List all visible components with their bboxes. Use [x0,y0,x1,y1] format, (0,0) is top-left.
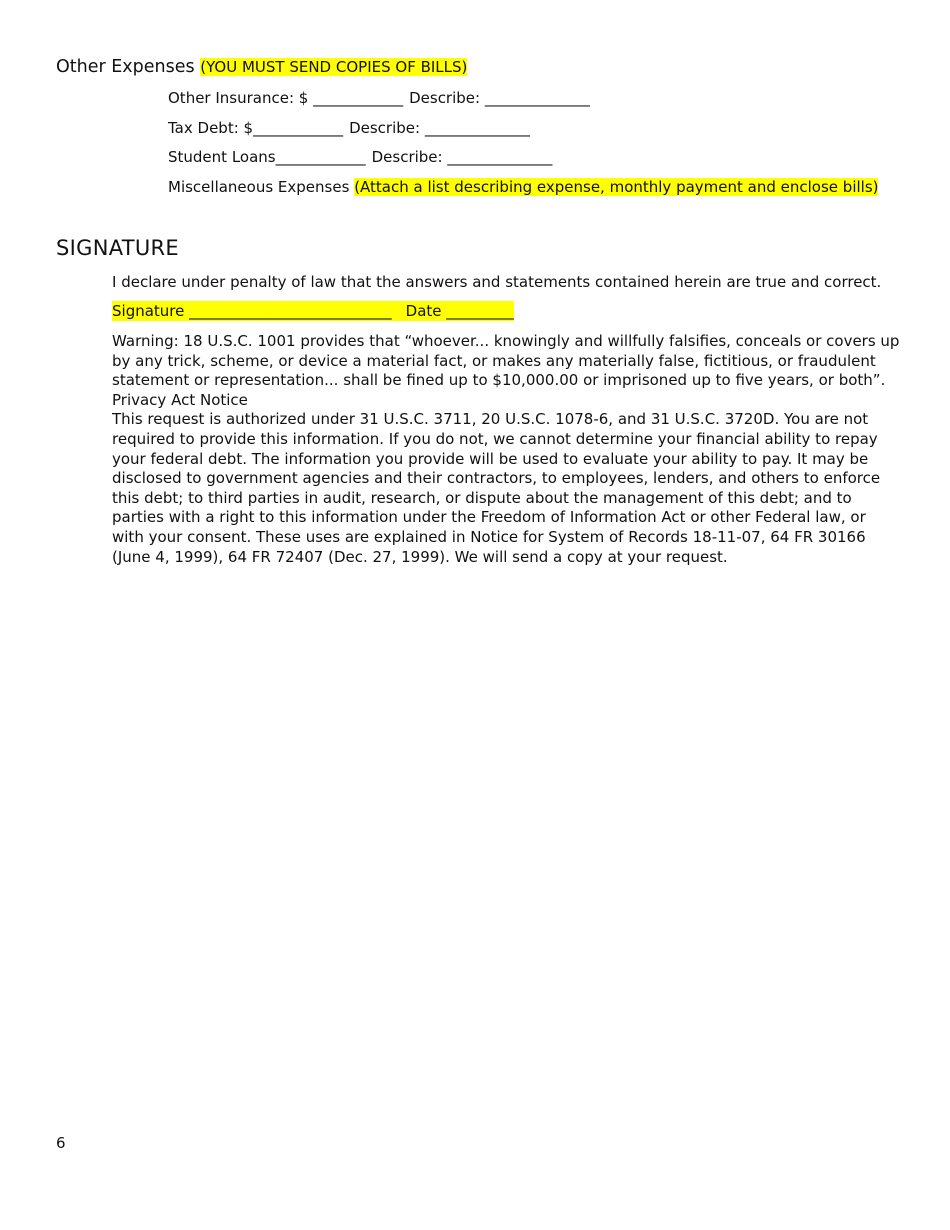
miscellaneous-expenses-label: Miscellaneous Expenses [168,178,350,196]
miscellaneous-expenses-row [168,177,878,197]
student-loans-field[interactable]: Student Loans____________ [168,148,366,166]
tax-debt-describe-field[interactable]: Describe: ______________ [349,119,530,137]
other-expenses-heading [56,56,467,78]
student-loans-row [168,147,552,167]
date-field[interactable]: Date _________ [405,302,514,320]
other-insurance-field[interactable]: Other Insurance: $ ____________ [168,89,404,107]
other-expenses-title: Other Expenses [56,57,195,77]
tax-debt-field[interactable]: Tax Debt: $____________ [168,119,344,137]
page-number: 6 [56,1134,66,1152]
copies-of-bills-notice: (YOU MUST SEND COPIES OF BILLS) [200,58,468,76]
privacy-act-heading: Privacy Act Notice [112,390,248,409]
privacy-act-text: This request is authorized under 31 U.S.C. 3711, 20 U.S.C. 1078-6, and 31 U.S.C. 3720D. You are not required to provide this information. If you do not, we cannot determine your financial ability to repay your federal debt. The information you provide will be used to evaluate your ability to pay. It may be disclosed to government agencies and their contractors, to employees, lenders, and others to enforce this debt; to third parties in audit, research, or dispute about the management of this debt; and to parties with a right to this information under the Freedom of Information Act or other Federal law, or with your consent. These uses are explained in Notice for System of Records 18-11-07, 64 FR 30166 (June 4, 1999), 64 FR 72407 (Dec. 27, 1999). We will send a copy at your request. [112,410,881,566]
signature-field[interactable]: Signature ___________________________ [112,302,392,320]
miscellaneous-expenses-note: (Attach a list describing expense, monthly payment and enclose bills) [354,178,879,196]
other-insurance-row [168,88,590,108]
warning-text: Warning: 18 U.S.C. 1001 provides that “whoever... knowingly and willfully falsifies, conceals or covers up by any trick, scheme, or device a material fact, or makes any materially false, fictitious, or fraudulent statement or representation... shall be fined up to $10,000.00 or imprisoned up to five years, or both”. [112,332,900,390]
legal-notice-block [112,332,902,567]
other-insurance-describe-field[interactable]: Describe: ______________ [409,89,590,107]
student-loans-describe-field[interactable]: Describe: ______________ [371,148,553,166]
declaration-text: I declare under penalty of law that the answers and statements contained herein are true and correct. [112,273,882,291]
signature-section-title: SIGNATURE [56,236,179,260]
tax-debt-row [168,118,530,138]
signature-date-line [112,301,514,321]
